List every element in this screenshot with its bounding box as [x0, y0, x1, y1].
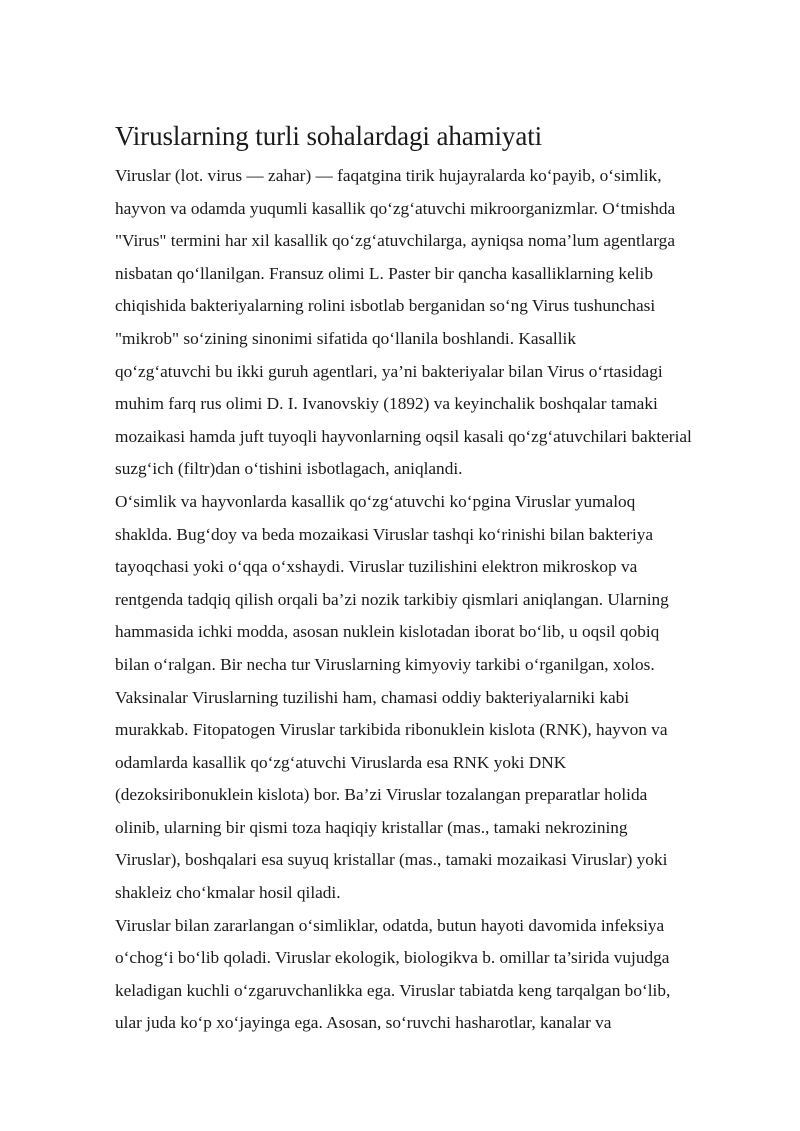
paragraph	[115, 486, 755, 910]
document-title: Viruslarning turli sohalardagi ahamiyati	[115, 121, 543, 151]
paragraph-line: rentgenda tadqiq qilish orqali ba’zi nozik tarkibiy qismlari aniqlangan. Ularning	[115, 589, 669, 609]
paragraph-line: olinib, ularning bir qismi toza haqiqiy kristallar (mas., tamaki nekrozining	[115, 817, 628, 837]
paragraph-line: O‘simlik va hayvonlarda kasallik qo‘zg‘atuvchi ko‘pgina Viruslar yumaloq	[115, 491, 636, 511]
document-body	[115, 118, 755, 1040]
paragraph-line: ular juda ko‘p xo‘jayinga ega. Asosan, so‘ruvchi hasharotlar, kanalar va	[115, 1013, 612, 1033]
paragraph-line: "mikrob" so‘zining sinonimi sifatida qo‘llanila boshlandi. Kasallik	[115, 328, 576, 348]
paragraph	[115, 910, 755, 1040]
paragraph-line: bilan o‘ralgan. Bir necha tur Viruslarning kimyoviy tarkibi o‘rganilgan, xolos.	[115, 654, 655, 674]
paragraph-line: shaklda. Bug‘doy va beda mozaikasi Viruslar tashqi ko‘rinishi bilan bakteriya	[115, 524, 654, 544]
paragraph-line: Viruslar), boshqalari esa suyuq kristallar (mas., tamaki mozaikasi Viruslar) yoki	[115, 850, 668, 870]
paragraph-list	[115, 160, 755, 1040]
paragraph-line: chiqishida bakteriyalarning rolini isbotlab berganidan so‘ng Virus tushunchasi	[115, 296, 656, 316]
paragraph-line: Viruslar (lot. virus — zahar) — faqatgina tirik hujayralarda ko‘payib, o‘simlik,	[115, 166, 662, 185]
paragraph-line: odamlarda kasallik qo‘zg‘atuvchi Viruslarda esa RNK yoki DNK	[115, 752, 567, 772]
paragraph-line: mozaikasi hamda juft tuyoqli hayvonlarning oqsil kasali qo‘zg‘atuvchilari bakterial	[115, 426, 692, 446]
paragraph-line: muhim farq rus olimi D. I. Ivanovskiy (1892) va keyinchalik boshqalar tamaki	[115, 394, 658, 414]
paragraph-line: Vaksinalar Viruslarning tuzilishi ham, chamasi oddiy bakteriyalarniki kabi	[115, 687, 630, 707]
paragraph-line: hayvon va odamda yuqumli kasallik qo‘zg‘atuvchi mikroorganizmlar. O‘tmishda	[115, 198, 676, 218]
paragraph	[115, 160, 755, 486]
paragraph-line: suzg‘ich (filtr)dan o‘tishini isbotlagach, aniqlandi.	[115, 459, 463, 479]
paragraph-line: "Virus" termini har xil kasallik qo‘zg‘atuvchilarga, ayniqsa noma’lum agentlarga	[115, 231, 675, 251]
paragraph-line: tayoqchasi yoki o‘qqa o‘xshaydi. Viruslar tuzilishini elektron mikroskop va	[115, 557, 638, 577]
paragraph-line: nisbatan qo‘llanilgan. Fransuz olimi L. Paster bir qancha kasalliklarning kelib	[115, 263, 653, 283]
paragraph-line: o‘chog‘i bo‘lib qoladi. Viruslar ekologik, biologikva b. omillar ta’sirida vujudga	[115, 948, 670, 968]
paragraph-line: murakkab. Fitopatogen Viruslar tarkibida ribonuklein kislota (RNK), hayvon va	[115, 720, 668, 740]
paragraph-line: qo‘zg‘atuvchi bu ikki guruh agentlari, ya’ni bakteriyalar bilan Virus o‘rtasidagi	[115, 361, 663, 381]
paragraph-line: keladigan kuchli o‘zgaruvchanlikka ega. Viruslar tabiatda keng tarqalgan bo‘lib,	[115, 980, 671, 1000]
paragraph-line: Viruslar bilan zararlangan o‘simliklar, odatda, butun hayoti davomida infeksiya	[115, 915, 665, 935]
paragraph-line: shakleiz cho‘kmalar hosil qiladi.	[115, 883, 341, 903]
paragraph-line: hammasida ichki modda, asosan nuklein kislotadan iborat bo‘lib, u oqsil qobiq	[115, 622, 660, 642]
paragraph-line: (dezoksiribonuklein kislota) bor. Ba’zi Viruslar tozalangan preparatlar holida	[115, 785, 648, 805]
